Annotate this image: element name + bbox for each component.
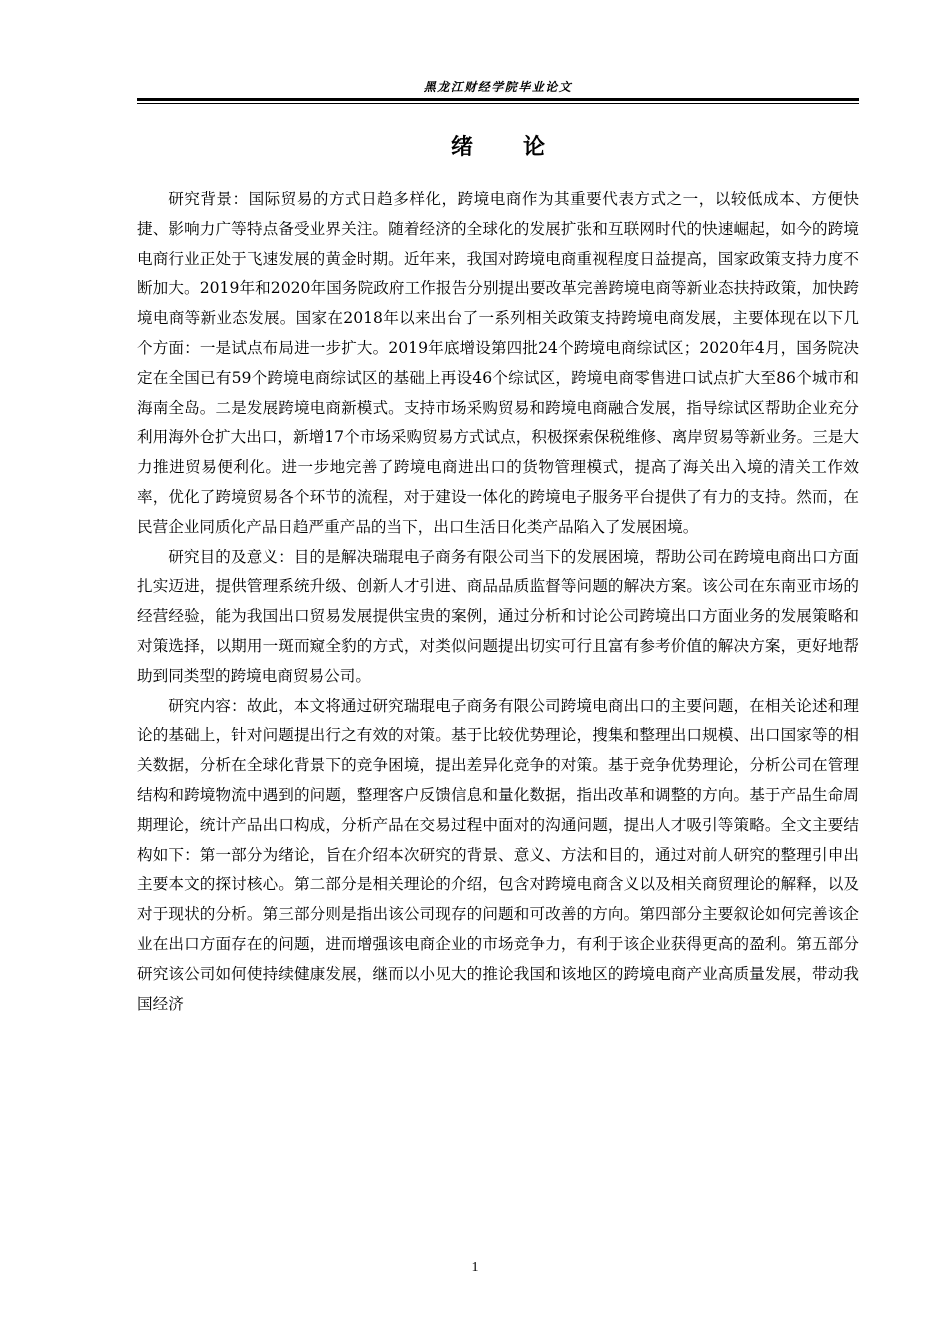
page-number: 1 <box>471 1260 479 1275</box>
running-header: 黑龙江财经学院毕业论文 <box>423 80 573 94</box>
body-text <box>137 185 859 1225</box>
paragraph-research-background: 研究背景：国际贸易的方式日趋多样化，跨境电商作为其重要代表方式之一，以较低成本、方便快捷、影响力广等特点备受业界关注。随着经济的全球化的发展扩张和互联网时代的快速崛起，如今的跨境电商行业正处于飞速发展的黄金时期。近年来，我国对跨境电商重视程度日益提高，国家政策支持力度不断加大。2019年和2020年国务院政府工作报告分别提出要改革完善跨境电商等新业态扶持政策，加快跨境电商等新业态发展。国家在2018年以来出台了一系列相关政策支持跨境电商发展，主要体现在以下几个方面：一是试点布局进一步扩大。2019年底增设第四批24个跨境电商综试区；2020年4月，国务院决定在全国已有59个跨境电商综试区的基础上再设46个综试区，跨境电商零售进口试点扩大至86个城市和海南全岛。二是发展跨境电商新模式。支持市场采购贸易和跨境电商融合发展，指导综试区帮助企业充分利用海外仓扩大出口，新增17个市场采购贸易方式试点，积极探索保税维修、离岸贸易等新业务。三是大力推进贸易便利化。进一步地完善了跨境电商进出口的货物管理模式，提高了海关出入境的清关工作效率，优化了跨境贸易各个环节的流程，对于建设一体化的跨境电子服务平台提供了有力的支持。然而，在民营企业同质化产品日趋严重产品的当下，出口生活日化类产品陷入了发展困境。 <box>137 190 859 536</box>
paragraph-research-content: 研究内容：故此，本文将通过研究瑞琨电子商务有限公司跨境电商出口的主要问题，在相关论述和理论的基础上，针对问题提出行之有效的对策。基于比较优势理论，搜集和整理出口规模、出口国家等的相关数据，分析在全球化背景下的竞争困境，提出差异化竞争的对策。基于竞争优势理论，分析公司在管理结构和跨境物流中遇到的问题，整理客户反馈信息和量化数据，指出改革和调整的方向。基于产品生命周期理论，统计产品出口构成，分析产品在交易过程中面对的沟通问题，提出人才吸引等策略。全文主要结构如下：第一部分为绪论，旨在介绍本次研究的背景、意义、方法和目的，通过对前人研究的整理引申出主要本文的探讨核心。第二部分是相关理论的介绍，包含对跨境电商含义以及相关商贸理论的解释，以及对于现状的分析。第三部分则是指出该公司现存的问题和可改善的方向。第四部分主要叙论如何完善该企业在出口方面存在的问题，进而增强该电商企业的市场竞争力，有利于该企业获得更高的盈利。第五部分研究该公司如何使持续健康发展，继而以小见大的推论我国和该地区的跨境电商产业高质量发展，带动我国经济 <box>137 696 859 1013</box>
chapter-title: 绪论 <box>450 135 595 160</box>
paragraph-research-purpose: 研究目的及意义：目的是解决瑞琨电子商务有限公司当下的发展困境，帮助公司在跨境电商出口方面扎实迈进，提供管理系统升级、创新人才引进、商品品质监督等问题的解决方案。该公司在东南亚市场的经营经验，能为我国出口贸易发展提供宝贵的案例，通过分析和讨论公司跨境出口方面业务的发展策略和对策选择，以期用一斑而窥全豹的方式，对类似问题提出切实可行且富有参考价值的解决方案，更好地帮助到同类型的跨境电商贸易公司。 <box>137 547 859 685</box>
header-rule-thin <box>137 103 859 104</box>
header-rule-thick <box>137 98 859 101</box>
